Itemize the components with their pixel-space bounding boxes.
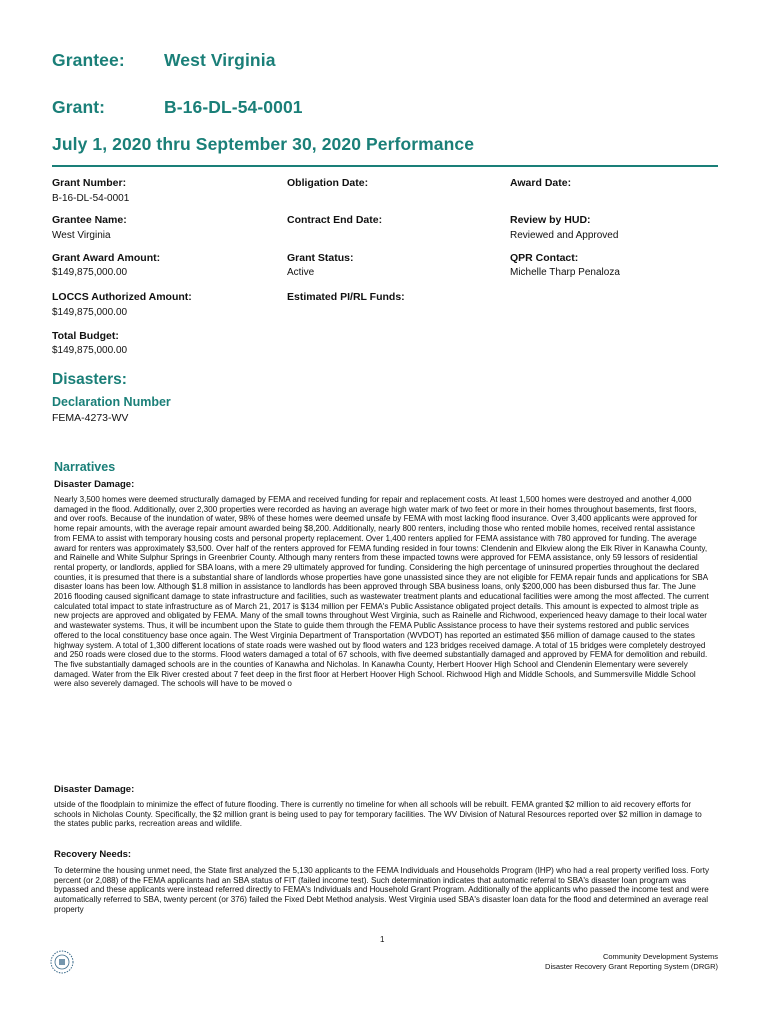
- grant-status-label: Grant Status:: [287, 252, 354, 264]
- qpr-contact-label: QPR Contact:: [510, 252, 579, 264]
- footer-system-name: [545, 952, 718, 972]
- grant-heading: [52, 97, 303, 118]
- grantee-name-label: Grantee Name:: [52, 214, 127, 226]
- grant-status-value: Active: [287, 267, 315, 278]
- declaration-number-label: Declaration Number: [52, 395, 171, 409]
- loccs-amount-value: $149,875,000.00: [52, 307, 128, 318]
- review-by-hud-value: Reviewed and Approved: [510, 230, 619, 241]
- grantee-name-value: West Virginia: [52, 230, 111, 241]
- award-date-label: Award Date:: [510, 177, 572, 189]
- grant-award-amount-label: Grant Award Amount:: [52, 252, 161, 264]
- grantee-heading-value: West Virginia: [164, 50, 276, 70]
- total-budget-label: Total Budget:: [52, 330, 119, 342]
- grant-number-label: Grant Number:: [52, 177, 127, 189]
- contract-end-date-label: Contract End Date:: [287, 214, 383, 226]
- grant-number-value: B-16-DL-54-0001: [52, 193, 130, 204]
- grant-heading-label: Grant:: [52, 97, 106, 117]
- recovery-needs-label: Recovery Needs:: [54, 849, 132, 860]
- disaster-damage-continued-label: Disaster Damage:: [54, 784, 135, 795]
- grant-award-amount-value: $149,875,000.00: [52, 267, 128, 278]
- qpr-contact-value: Michelle Tharp Penaloza: [510, 267, 620, 278]
- hud-seal-icon: [50, 950, 74, 974]
- header-divider: [52, 165, 718, 167]
- grant-heading-value: B-16-DL-54-0001: [164, 97, 303, 117]
- grantee-heading: [52, 50, 276, 71]
- footer-line-1: Community Development Systems: [602, 952, 718, 961]
- loccs-amount-label: LOCCS Authorized Amount:: [52, 291, 192, 303]
- narratives-title: Narratives: [54, 460, 116, 474]
- total-budget-value: $149,875,000.00: [52, 345, 128, 356]
- review-by-hud-label: Review by HUD:: [510, 214, 591, 226]
- disasters-title: Disasters:: [52, 371, 127, 388]
- performance-period-title: July 1, 2020 thru September 30, 2020 Performance: [52, 134, 475, 154]
- footer-line-2: Disaster Recovery Grant Reporting System (DRGR): [545, 962, 718, 971]
- obligation-date-label: Obligation Date:: [287, 177, 369, 189]
- estimated-pi-rl-label: Estimated PI/RL Funds:: [287, 291, 405, 303]
- disaster-damage-text: Nearly 3,500 homes were deemed structurally damaged by FEMA and received funding for repair and replacement costs. At least 1,500 homes were destroyed and another 4,000 damaged in the flood. Additionally, over 2,300 properties were recorded as having an average high water mark of two feet or more in their homes throughout basements, first floors, and over roofs. Because of the inundation of water, 98% of these homes were deemed unsafe by FEMA with most lacking flood insurance. Over 3,400 applicants were approved for home repair amounts, with the average repair amount awarded being $8,200. Additionally, nearly 800 renters, including those who rented mobile homes, received rental assistance from FEMA to assist with temporary housing costs and personal property replacement. Over 1,400 renters applied for FEMA assistance with 780 approved for funding. The average award for renters was approximately $3,500. Over half of the renters approved for FEMA funding resided in four towns: Clendenin and Elkview along the Elk River in Kanawha County, and Rainelle and White Sulphur Springs in Greenbrier County. Although many renters from these impacted towns were approved for FEMA assistance, only 59 lessors of residential rental property, or landlords, applied for SBA loans, with a mere 29 ultimately approved for funding. Considering the high percentage of uninsured properties throughout the declared counties, it is presumed that there is a substantial share of landlords whose properties have gone unassisted since they are not eligible for FEMA repair funds and applications for SBA disaster loans has been low. Although $1.8 million in assistance to landlords has been approved through SBA business loans, only $200,000 has been disbursed thus far. The June 2016 flooding caused significant damage to state infrastructure and facilities, such as wastewater treatment plants and educational facilities were among the most affected. The current calculated total impact to state infrastructure as of March 21, 2017 is $134 million per FEMA's Public Assistance obligated project details. This amount is expected to almost triple as new projects are approved and obligated by FEMA. Many of the small towns throughout West Virginia, such as Rainelle and Richwood, experienced heavy damage to their local water and wastewater systems. Thus, it will be incumbent upon the State to guide them through the FEMA Public Assistance process to have their systems restored and public services offered to the local constituency base once again. The West Virginia Department of Transportation (WVDOT) has reported an estimated $56 million of damage caused to the states highway system. A total of 1,300 different locations of state roads were washed out by flood waters and 123 bridges received damage. A total of 15 bridges were completely destroyed and 250 roads were closed due to the storms. Flood waters damaged a total of 67 schools, with five deemed substantially damaged and approved by FEMA for demolition and rebuild. The five substantially damaged schools are in the counties of Kanawha and Nicholas. In Kanawha County, Herbert Hoover High School and Clendenin Elementary were severely damaged. Water from the Elk River crested about 7 feet deep in the first floor at Herbert Hoover High School. Richwood High and Middle Schools, and Summersville Middle School were also severely damaged. The schools will have to be moved o: [54, 495, 709, 689]
- grantee-heading-label: Grantee:: [52, 50, 125, 70]
- disaster-damage-label: Disaster Damage:: [54, 479, 135, 490]
- page-number: 1: [380, 935, 385, 944]
- disaster-damage-continued-text: utside of the floodplain to minimize the effect of future flooding. There is currently no timeline for when all schools will be rebuilt. FEMA granted $2 million to aid recovery efforts for schools in Nicholas County. Specifically, the $2 million grant is being used to pay for temporary facilities. The WV Division of Natural Resources reported over $2 million in damage to the states public parks, recreation areas and wildlife.: [54, 800, 702, 829]
- recovery-needs-text: To determine the housing unmet need, the State first analyzed the 5,130 applicants to the FEMA Individuals and Households Program (IHP) who had a real property verified loss. Forty percent (or 2,088) of the FEMA applicants had an SBA status of FIT (failed income test). Such determination indicates that automatic referral to SBA's disaster loan program was bypassed and these applicants were instead referred directly to FEMA's Individuals and Household Grant Program. Additionally of the applicants who passed the income test and were automatically referred to SBA, twenty percent (or 376) failed the Fixed Debt Method analysis. West Virginia used SBA's disaster loan data for the flood and determined an average real property: [54, 866, 710, 914]
- declaration-number-value: FEMA-4273-WV: [52, 412, 129, 424]
